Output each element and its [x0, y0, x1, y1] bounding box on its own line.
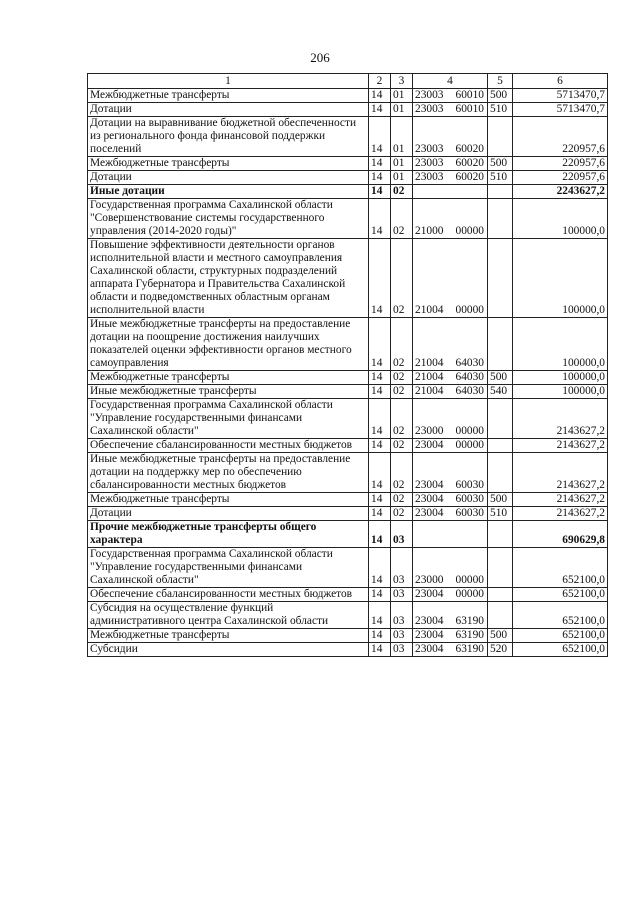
table-row	[88, 629, 608, 643]
row-program-code: 21004	[415, 304, 444, 316]
row-program-code: 23000	[415, 425, 444, 437]
header-cell-section: 2	[369, 74, 391, 89]
table-row	[88, 548, 608, 588]
row-program-direction: 00000	[455, 304, 484, 316]
row-program	[413, 185, 488, 199]
row-program-code: 21004	[415, 357, 444, 369]
row-program-code: 23004	[415, 479, 444, 491]
row-section: 14	[369, 439, 391, 453]
row-section: 14	[369, 521, 391, 548]
row-amount: 5713470,7	[513, 103, 608, 117]
table-row	[88, 318, 608, 371]
row-name: Межбюджетные трансферты	[88, 157, 369, 171]
row-expense-type	[488, 239, 513, 318]
row-section: 14	[369, 171, 391, 185]
header-cell-amount: 6	[513, 74, 608, 89]
table-row	[88, 453, 608, 493]
row-program-direction: 60030	[455, 493, 484, 505]
row-program	[413, 548, 488, 588]
row-program	[413, 493, 488, 507]
header-cell-program: 4	[413, 74, 488, 89]
table-row	[88, 117, 608, 157]
row-amount: 5713470,7	[513, 89, 608, 103]
row-subsection: 01	[391, 89, 413, 103]
table-row	[88, 643, 608, 657]
budget-table	[87, 73, 608, 657]
row-name: Прочие межбюджетные трансферты общего характера	[88, 521, 369, 548]
row-program-direction: 64030	[455, 371, 484, 383]
row-program-direction: 60010	[455, 103, 484, 115]
row-program-direction: 00000	[455, 225, 484, 237]
row-subsection: 02	[391, 199, 413, 239]
row-amount: 220957,6	[513, 157, 608, 171]
row-expense-type	[488, 399, 513, 439]
row-program	[413, 157, 488, 171]
row-subsection: 02	[391, 453, 413, 493]
row-section: 14	[369, 629, 391, 643]
row-amount: 2243627,2	[513, 185, 608, 199]
row-program	[413, 385, 488, 399]
row-name: Дотации	[88, 103, 369, 117]
page-number: 206	[310, 50, 330, 65]
row-subsection: 02	[391, 399, 413, 439]
row-section: 14	[369, 371, 391, 385]
row-program-direction: 00000	[455, 425, 484, 437]
row-amount: 100000,0	[513, 318, 608, 371]
row-section: 14	[369, 399, 391, 439]
row-subsection: 03	[391, 643, 413, 657]
row-name: Межбюджетные трансферты	[88, 371, 369, 385]
row-program-code: 23003	[415, 143, 444, 155]
row-name: Обеспечение сбалансированности местных бюджетов	[88, 439, 369, 453]
table-row	[88, 185, 608, 199]
row-name: Иные межбюджетные трансферты на предоставление дотации на поддержку мер по обеспечению сбалансированности местных бюджетов	[88, 453, 369, 493]
table-row	[88, 171, 608, 185]
row-section: 14	[369, 493, 391, 507]
row-program-code: 23004	[415, 507, 444, 519]
row-program-direction: 60020	[455, 143, 484, 155]
row-expense-type	[488, 521, 513, 548]
row-name: Субсидии	[88, 643, 369, 657]
row-program-code: 23004	[415, 615, 444, 627]
table-row	[88, 521, 608, 548]
row-subsection: 01	[391, 103, 413, 117]
row-expense-type: 500	[488, 157, 513, 171]
row-expense-type: 510	[488, 507, 513, 521]
row-expense-type	[488, 318, 513, 371]
row-program-code: 21004	[415, 385, 444, 397]
row-amount: 652100,0	[513, 629, 608, 643]
row-expense-type	[488, 453, 513, 493]
row-subsection: 01	[391, 117, 413, 157]
row-program-code: 23003	[415, 89, 444, 101]
row-section: 14	[369, 385, 391, 399]
row-subsection: 03	[391, 588, 413, 602]
row-amount: 652100,0	[513, 548, 608, 588]
row-program-code: 23004	[415, 493, 444, 505]
row-subsection: 02	[391, 185, 413, 199]
row-subsection: 03	[391, 548, 413, 588]
row-program	[413, 239, 488, 318]
row-program-direction: 00000	[455, 439, 484, 451]
row-section: 14	[369, 588, 391, 602]
row-program	[413, 507, 488, 521]
table-row	[88, 199, 608, 239]
table-row	[88, 103, 608, 117]
row-amount: 220957,6	[513, 171, 608, 185]
row-name: Дотации на выравнивание бюджетной обеспеченности из регионального фонда финансовой поддержки поселений	[88, 117, 369, 157]
row-subsection: 02	[391, 385, 413, 399]
row-program-direction: 60020	[455, 171, 484, 183]
header-cell-name: 1	[88, 74, 369, 89]
row-amount: 2143627,2	[513, 507, 608, 521]
row-program-code: 21004	[415, 371, 444, 383]
row-expense-type	[488, 199, 513, 239]
row-program	[413, 521, 488, 548]
row-program-code: 23003	[415, 103, 444, 115]
row-program-code: 21000	[415, 225, 444, 237]
row-name: Государственная программа Сахалинской области "Совершенствование системы государственного управления (2014-2020 годы)"	[88, 199, 369, 239]
row-subsection: 02	[391, 371, 413, 385]
row-section: 14	[369, 103, 391, 117]
table-row	[88, 507, 608, 521]
row-amount: 2143627,2	[513, 493, 608, 507]
row-program	[413, 89, 488, 103]
row-name: Государственная программа Сахалинской области "Управление государственными финансами Сахалинской области"	[88, 548, 369, 588]
row-program-code: 23003	[415, 171, 444, 183]
table-row	[88, 239, 608, 318]
row-subsection: 02	[391, 507, 413, 521]
row-program-code: 23004	[415, 643, 444, 655]
row-program-direction: 60030	[455, 479, 484, 491]
table-row	[88, 385, 608, 399]
row-program-code: 23004	[415, 588, 444, 600]
row-program	[413, 439, 488, 453]
row-section: 14	[369, 602, 391, 629]
row-amount: 690629,8	[513, 521, 608, 548]
row-subsection: 02	[391, 493, 413, 507]
row-program	[413, 117, 488, 157]
row-name: Межбюджетные трансферты	[88, 89, 369, 103]
row-program-direction: 60010	[455, 89, 484, 101]
row-name: Обеспечение сбалансированности местных бюджетов	[88, 588, 369, 602]
row-program-code: 23000	[415, 574, 444, 586]
row-expense-type: 500	[488, 89, 513, 103]
row-amount: 100000,0	[513, 371, 608, 385]
row-expense-type: 500	[488, 493, 513, 507]
row-program-direction: 64030	[455, 357, 484, 369]
row-program-direction: 63190	[455, 629, 484, 641]
row-expense-type	[488, 588, 513, 602]
row-expense-type: 540	[488, 385, 513, 399]
row-subsection: 01	[391, 171, 413, 185]
row-subsection: 03	[391, 521, 413, 548]
row-name: Иные межбюджетные трансферты на предоставление дотации на поощрение достижения наилучших показателей оценки эффективности органов местного самоуправления	[88, 318, 369, 371]
row-section: 14	[369, 643, 391, 657]
header-cell-subsection: 3	[391, 74, 413, 89]
header-row	[88, 74, 608, 89]
row-program	[413, 453, 488, 493]
row-name: Иные дотации	[88, 185, 369, 199]
table-row	[88, 89, 608, 103]
row-program-direction: 00000	[455, 588, 484, 600]
row-subsection: 02	[391, 439, 413, 453]
row-program-code: 23003	[415, 157, 444, 169]
row-section: 14	[369, 453, 391, 493]
row-subsection: 02	[391, 239, 413, 318]
row-program	[413, 602, 488, 629]
row-section: 14	[369, 318, 391, 371]
header-cell-expense-type: 5	[488, 74, 513, 89]
row-section: 14	[369, 89, 391, 103]
row-amount: 2143627,2	[513, 399, 608, 439]
row-expense-type: 500	[488, 629, 513, 643]
row-program	[413, 318, 488, 371]
table-row	[88, 439, 608, 453]
row-amount: 652100,0	[513, 643, 608, 657]
row-amount: 100000,0	[513, 385, 608, 399]
row-amount: 652100,0	[513, 602, 608, 629]
row-program	[413, 588, 488, 602]
row-program	[413, 371, 488, 385]
row-amount: 2143627,2	[513, 439, 608, 453]
row-subsection: 02	[391, 318, 413, 371]
row-section: 14	[369, 117, 391, 157]
row-expense-type: 500	[488, 371, 513, 385]
row-program	[413, 103, 488, 117]
row-name: Межбюджетные трансферты	[88, 629, 369, 643]
row-program-code: 23004	[415, 629, 444, 641]
row-expense-type: 510	[488, 171, 513, 185]
row-subsection: 01	[391, 157, 413, 171]
row-expense-type: 520	[488, 643, 513, 657]
table-row	[88, 399, 608, 439]
row-amount: 652100,0	[513, 588, 608, 602]
row-expense-type	[488, 602, 513, 629]
row-program-direction: 64030	[455, 385, 484, 397]
row-program-direction: 60030	[455, 507, 484, 519]
row-amount: 100000,0	[513, 199, 608, 239]
row-section: 14	[369, 548, 391, 588]
row-program	[413, 629, 488, 643]
row-name: Дотации	[88, 507, 369, 521]
row-name: Повышение эффективности деятельности органов исполнительной власти и местного самоуправления Сахалинской области, структурных подразделений аппарата Губернатора и Правительства Сахалинской области и подведомственных областным органам исполнительной власти	[88, 239, 369, 318]
table-row	[88, 493, 608, 507]
row-expense-type	[488, 117, 513, 157]
row-section: 14	[369, 199, 391, 239]
row-program-direction: 63190	[455, 643, 484, 655]
table-row	[88, 157, 608, 171]
row-program	[413, 643, 488, 657]
row-amount: 100000,0	[513, 239, 608, 318]
row-program	[413, 199, 488, 239]
row-section: 14	[369, 185, 391, 199]
row-name: Иные межбюджетные трансферты	[88, 385, 369, 399]
table-row	[88, 602, 608, 629]
row-amount: 220957,6	[513, 117, 608, 157]
table-row	[88, 588, 608, 602]
row-name: Субсидия на осуществление функций административного центра Сахалинской области	[88, 602, 369, 629]
row-name: Межбюджетные трансферты	[88, 493, 369, 507]
row-program-direction: 00000	[455, 574, 484, 586]
row-program-code: 23004	[415, 439, 444, 451]
row-program-direction: 63190	[455, 615, 484, 627]
row-amount: 2143627,2	[513, 453, 608, 493]
row-program-direction: 60020	[455, 157, 484, 169]
table-row	[88, 371, 608, 385]
row-expense-type	[488, 185, 513, 199]
row-subsection: 03	[391, 629, 413, 643]
row-expense-type	[488, 548, 513, 588]
row-program	[413, 171, 488, 185]
row-section: 14	[369, 157, 391, 171]
row-section: 14	[369, 239, 391, 318]
row-name: Государственная программа Сахалинской области "Управление государственными финансами Сахалинской области"	[88, 399, 369, 439]
row-section: 14	[369, 507, 391, 521]
row-name: Дотации	[88, 171, 369, 185]
row-expense-type	[488, 439, 513, 453]
row-subsection: 03	[391, 602, 413, 629]
row-program	[413, 399, 488, 439]
row-expense-type: 510	[488, 103, 513, 117]
